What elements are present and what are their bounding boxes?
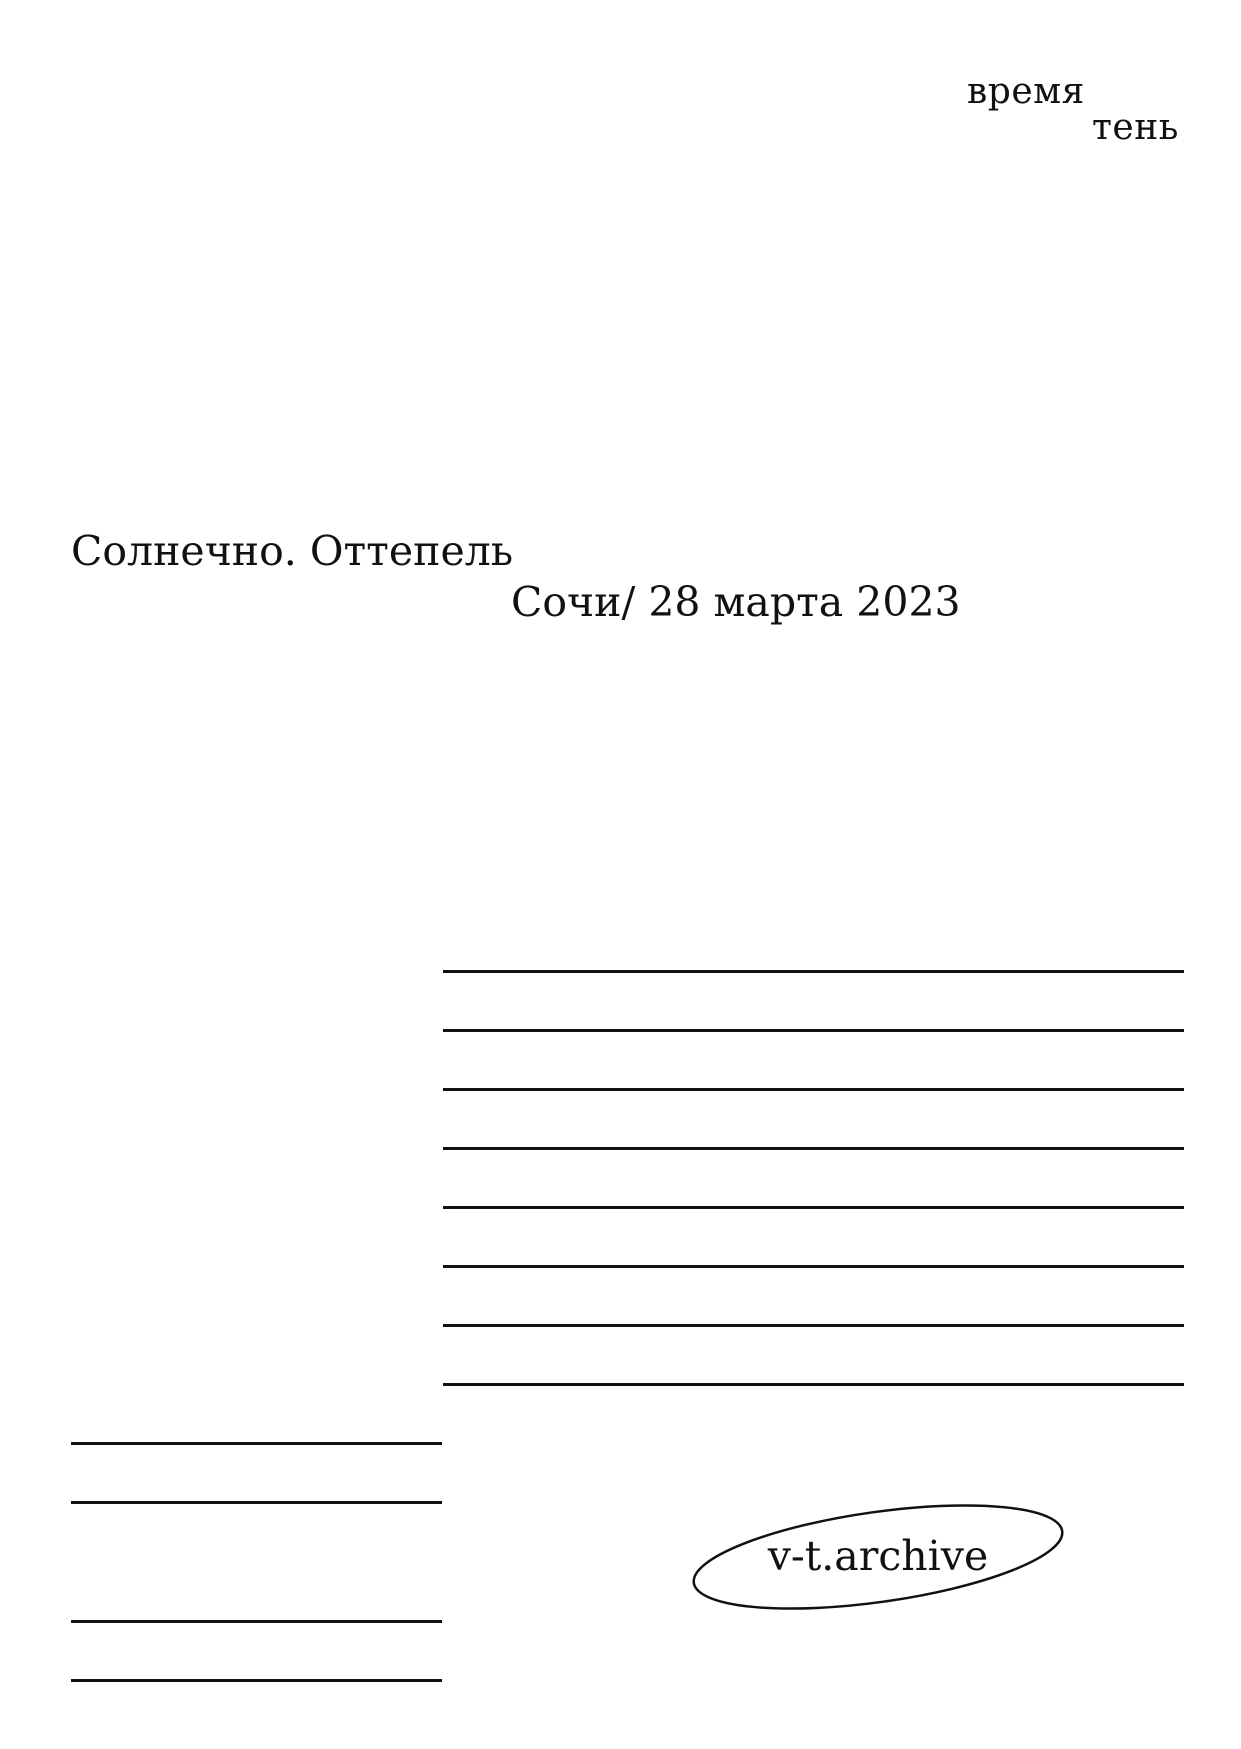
short-line: [71, 1679, 442, 1682]
writing-line: [443, 1088, 1184, 1091]
archive-stamp: [688, 1502, 1068, 1612]
brand-word-bottom: тень: [1092, 107, 1179, 148]
writing-line: [443, 1324, 1184, 1327]
weather-note: Солнечно. Оттепель: [71, 527, 514, 575]
short-line: [71, 1442, 442, 1445]
writing-line: [443, 1383, 1184, 1386]
stamp-label: v-t.archive: [767, 1532, 989, 1580]
short-line: [71, 1620, 442, 1623]
writing-line: [443, 1206, 1184, 1209]
place-date: Сочи/ 28 марта 2023: [511, 578, 961, 626]
brand-word-top: время: [967, 71, 1085, 112]
writing-line: [443, 1147, 1184, 1150]
short-line: [71, 1501, 442, 1504]
writing-line: [443, 1265, 1184, 1268]
writing-line: [443, 1029, 1184, 1032]
writing-line: [443, 970, 1184, 973]
